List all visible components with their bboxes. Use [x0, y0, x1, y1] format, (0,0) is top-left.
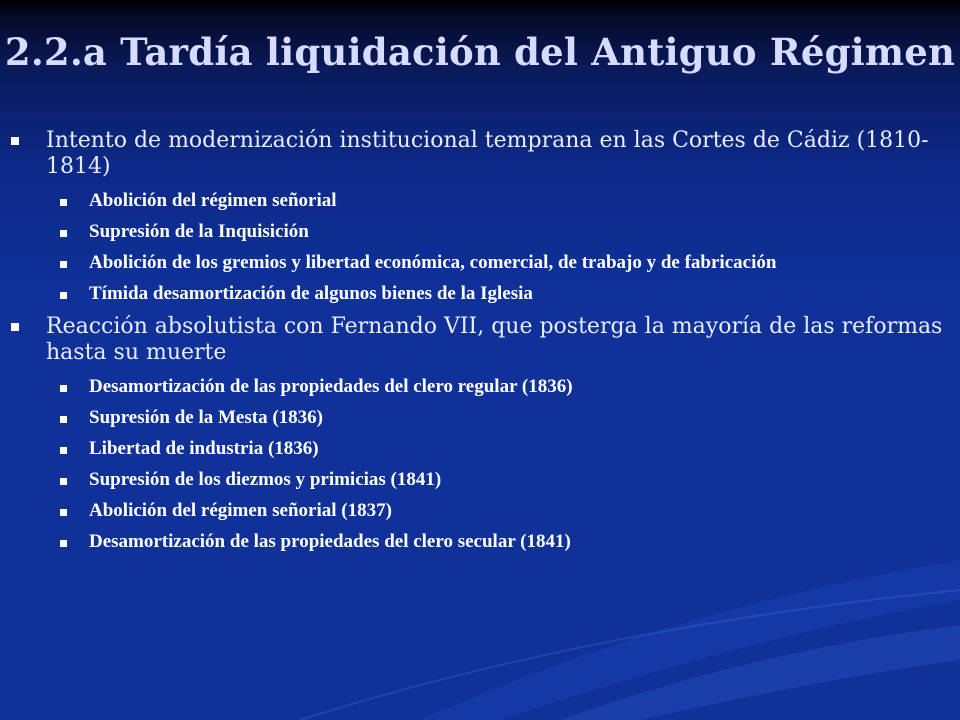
bullet-item-level2 [0, 469, 960, 491]
bullet-item-level1 [0, 128, 960, 180]
bullet-item-level2 [0, 252, 960, 274]
bullet-item-level2 [0, 531, 960, 553]
bullet-text: Intento de modernización institucional temprana en las Cortes de Cádiz (1810-1814) [46, 128, 929, 179]
square-bullet-icon [60, 447, 67, 454]
bullet-text: Libertad de industria (1836) [89, 438, 319, 459]
bullet-item-level2 [0, 407, 960, 429]
bullet-item-level1 [0, 314, 960, 366]
bullet-text: Supresión de los diezmos y primicias (1841) [89, 469, 442, 490]
square-bullet-icon [11, 323, 19, 331]
bullet-text: Tímida desamortización de algunos bienes de la Iglesia [89, 283, 533, 304]
bullet-text: Supresión de la Mesta (1836) [89, 407, 323, 428]
square-bullet-icon [60, 416, 67, 423]
square-bullet-icon [60, 292, 67, 299]
square-bullet-icon [60, 199, 67, 206]
bullet-item-level2 [0, 190, 960, 212]
square-bullet-icon [60, 261, 67, 268]
bullet-text: Supresión de la Inquisición [89, 221, 309, 242]
square-bullet-icon [11, 137, 19, 145]
bullet-text: Desamortización de las propiedades del clero regular (1836) [89, 376, 573, 397]
bullet-item-level2 [0, 438, 960, 460]
slide-content [0, 128, 960, 562]
bullet-text: Desamortización de las propiedades del clero secular (1841) [89, 531, 571, 552]
bullet-item-level2 [0, 221, 960, 243]
bullet-text: Reacción absolutista con Fernando VII, que posterga la mayoría de las reformas hasta su muerte [46, 314, 943, 365]
square-bullet-icon [60, 385, 67, 392]
slide-title: 2.2.a Tardía liquidación del Antiguo Régimen [4, 30, 956, 74]
bullet-item-level2 [0, 376, 960, 398]
bullet-text: Abolición del régimen señorial [89, 190, 337, 211]
square-bullet-icon [60, 509, 67, 516]
bullet-text: Abolición de los gremios y libertad económica, comercial, de trabajo y de fabricación [89, 252, 777, 273]
bullet-text: Abolición del régimen señorial (1837) [89, 500, 392, 521]
bullet-item-level2 [0, 283, 960, 305]
square-bullet-icon [60, 540, 67, 547]
bullet-item-level2 [0, 500, 960, 522]
square-bullet-icon [60, 230, 67, 237]
square-bullet-icon [60, 478, 67, 485]
